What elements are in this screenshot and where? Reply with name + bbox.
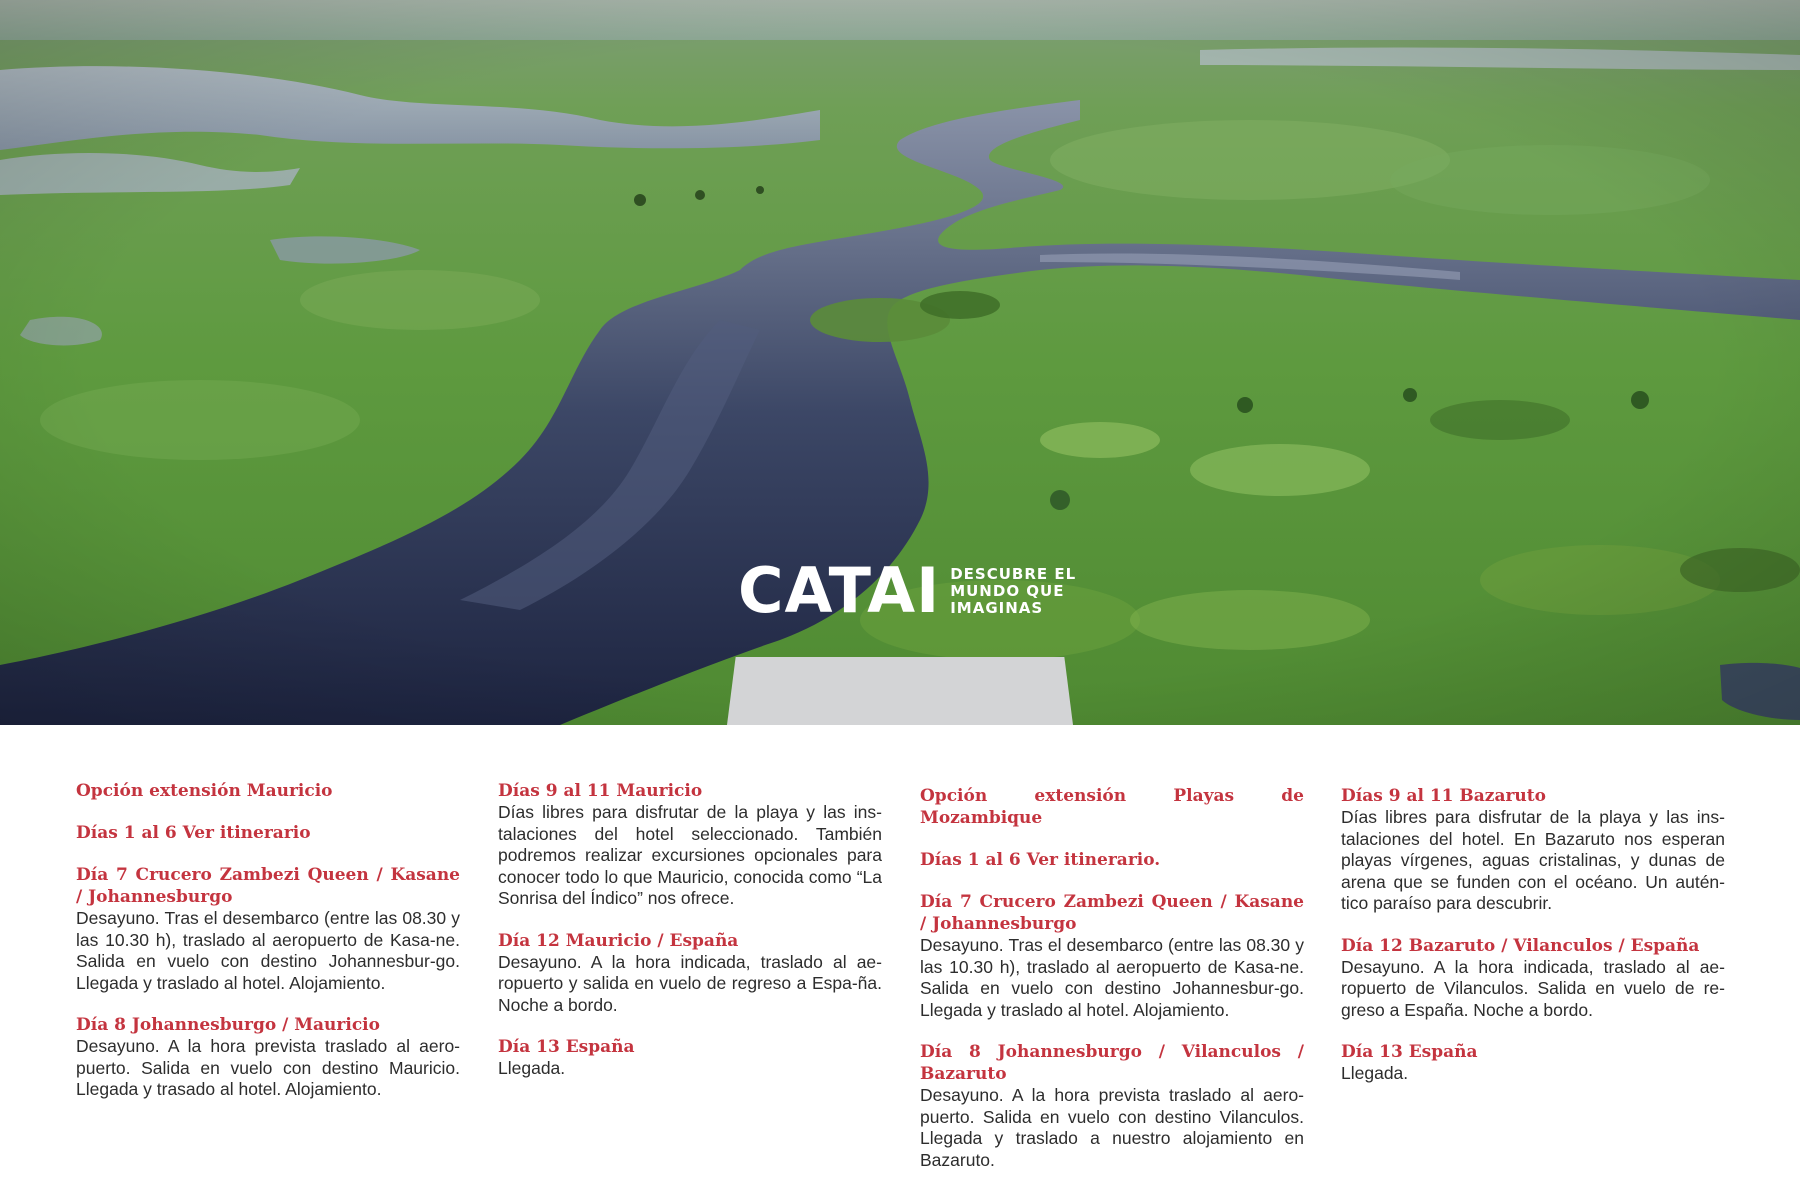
itinerary-block [76, 864, 460, 994]
option-title: Opción extensión Playas de Mozambique [920, 786, 1304, 828]
day-description: Desayuno. A la hora prevista traslado al aero-puerto. Salida en vuelo con destino Vilanculos. Llegada y traslado a nuestro alojamiento en Bazaruto. [920, 1085, 1304, 1170]
itinerary-column-mauricio-2 [498, 780, 882, 1100]
itinerary-block [76, 1014, 460, 1101]
itinerary-block [1341, 1041, 1725, 1085]
day-heading: Días 9 al 11 Bazaruto [1341, 786, 1546, 806]
itinerary-block [76, 780, 460, 802]
tagline-line: MUNDO QUE [950, 581, 1065, 600]
day-description: Desayuno. A la hora prevista traslado al aero-puerto. Salida en vuelo con destino Mauricio. Llegada y trasado al hotel. Alojamiento. [76, 1036, 460, 1099]
day-heading: Día 7 Crucero Zambezi Queen / Kasane / Johannesburgo [76, 865, 460, 907]
itinerary-block [76, 822, 460, 844]
day-heading: Día 12 Mauricio / España [498, 930, 739, 951]
itinerary-block [498, 780, 882, 910]
itinerary-block [920, 785, 1304, 829]
day-description: Desayuno. Tras el desembarco (entre las 08.30 y las 10.30 h), traslado al aeropuerto de Kasa-ne. Salida en vuelo con destino Johannesbur-go. Llegada y traslado al hotel. Alojamiento. [920, 935, 1304, 1020]
day-description: Llegada. [1341, 1063, 1409, 1083]
grey-tab-decoration [727, 657, 1073, 725]
itinerary-block [920, 849, 1304, 871]
tagline-line: IMAGINAS [950, 598, 1044, 617]
day-description: Llegada. [498, 1058, 566, 1078]
day-description: Desayuno. A la hora indicada, traslado al ae-ropuerto y salida en vuelo de regreso a Espa-ña. Noche a bordo. [498, 951, 882, 1015]
tagline-line: DESCUBRE EL [950, 564, 1077, 583]
day-heading: Día 8 Johannesburgo / Vilanculos / Bazaruto [920, 1042, 1304, 1084]
itinerary-block [1341, 785, 1725, 915]
itinerary-column-mauricio-1 [76, 780, 460, 1121]
option-title: Opción extensión Mauricio [76, 781, 333, 801]
itinerary-block [498, 930, 882, 1017]
day-description: Desayuno. Tras el desembarco (entre las 08.30 y las 10.30 h), traslado al aeropuerto de Kasa-ne. Salida en vuelo con destino Johannesbur-go. Llegada y traslado al hotel. Alojamiento. [76, 908, 460, 993]
itinerary-block [1341, 935, 1725, 1022]
itinerary-column-mozambique-2 [1341, 785, 1725, 1105]
day-heading: Día 13 España [498, 1037, 635, 1057]
catai-logo [738, 554, 1077, 627]
logo-tagline [950, 566, 1076, 617]
itinerary-block [498, 1036, 882, 1080]
day-heading: Días 1 al 6 Ver itinerario. [920, 850, 1161, 870]
day-heading: Días 9 al 11 Mauricio [498, 781, 703, 801]
day-heading: Día 7 Crucero Zambezi Queen / Kasane / Johannesburgo [920, 892, 1304, 934]
day-heading: Días 1 al 6 Ver itinerario [76, 823, 311, 843]
day-heading: Día 8 Johannesburgo / Mauricio [76, 1015, 380, 1035]
day-heading: Día 13 España [1341, 1042, 1478, 1062]
itinerary-column-mozambique-1 [920, 785, 1304, 1191]
day-description: Días libres para disfrutar de la playa y las ins-talaciones del hotel seleccionado. También podremos realizar excursiones opcionales para conocer todo lo que Mauricio, conocida como “La Sonrisa del Índico” nos ofrece. [498, 802, 882, 908]
itinerary-block [920, 891, 1304, 1021]
itinerary-block [920, 1041, 1304, 1171]
day-description: Días libres para disfrutar de la playa y las ins-talaciones del hotel. En Bazaruto nos esperan playas vírgenes, aguas cristalinas, y dunas de arena que se funden con el océano. Un autén-tico paraíso para descubrir. [1341, 807, 1725, 913]
day-heading: Día 12 Bazaruto / Vilanculos / España [1341, 935, 1700, 956]
day-description: Desayuno. A la hora indicada, traslado al ae-ropuerto de Vilanculos. Salida en vuelo de re-greso a España. Noche a bordo. [1341, 956, 1725, 1020]
logo-wordmark: CATAI [738, 554, 941, 627]
